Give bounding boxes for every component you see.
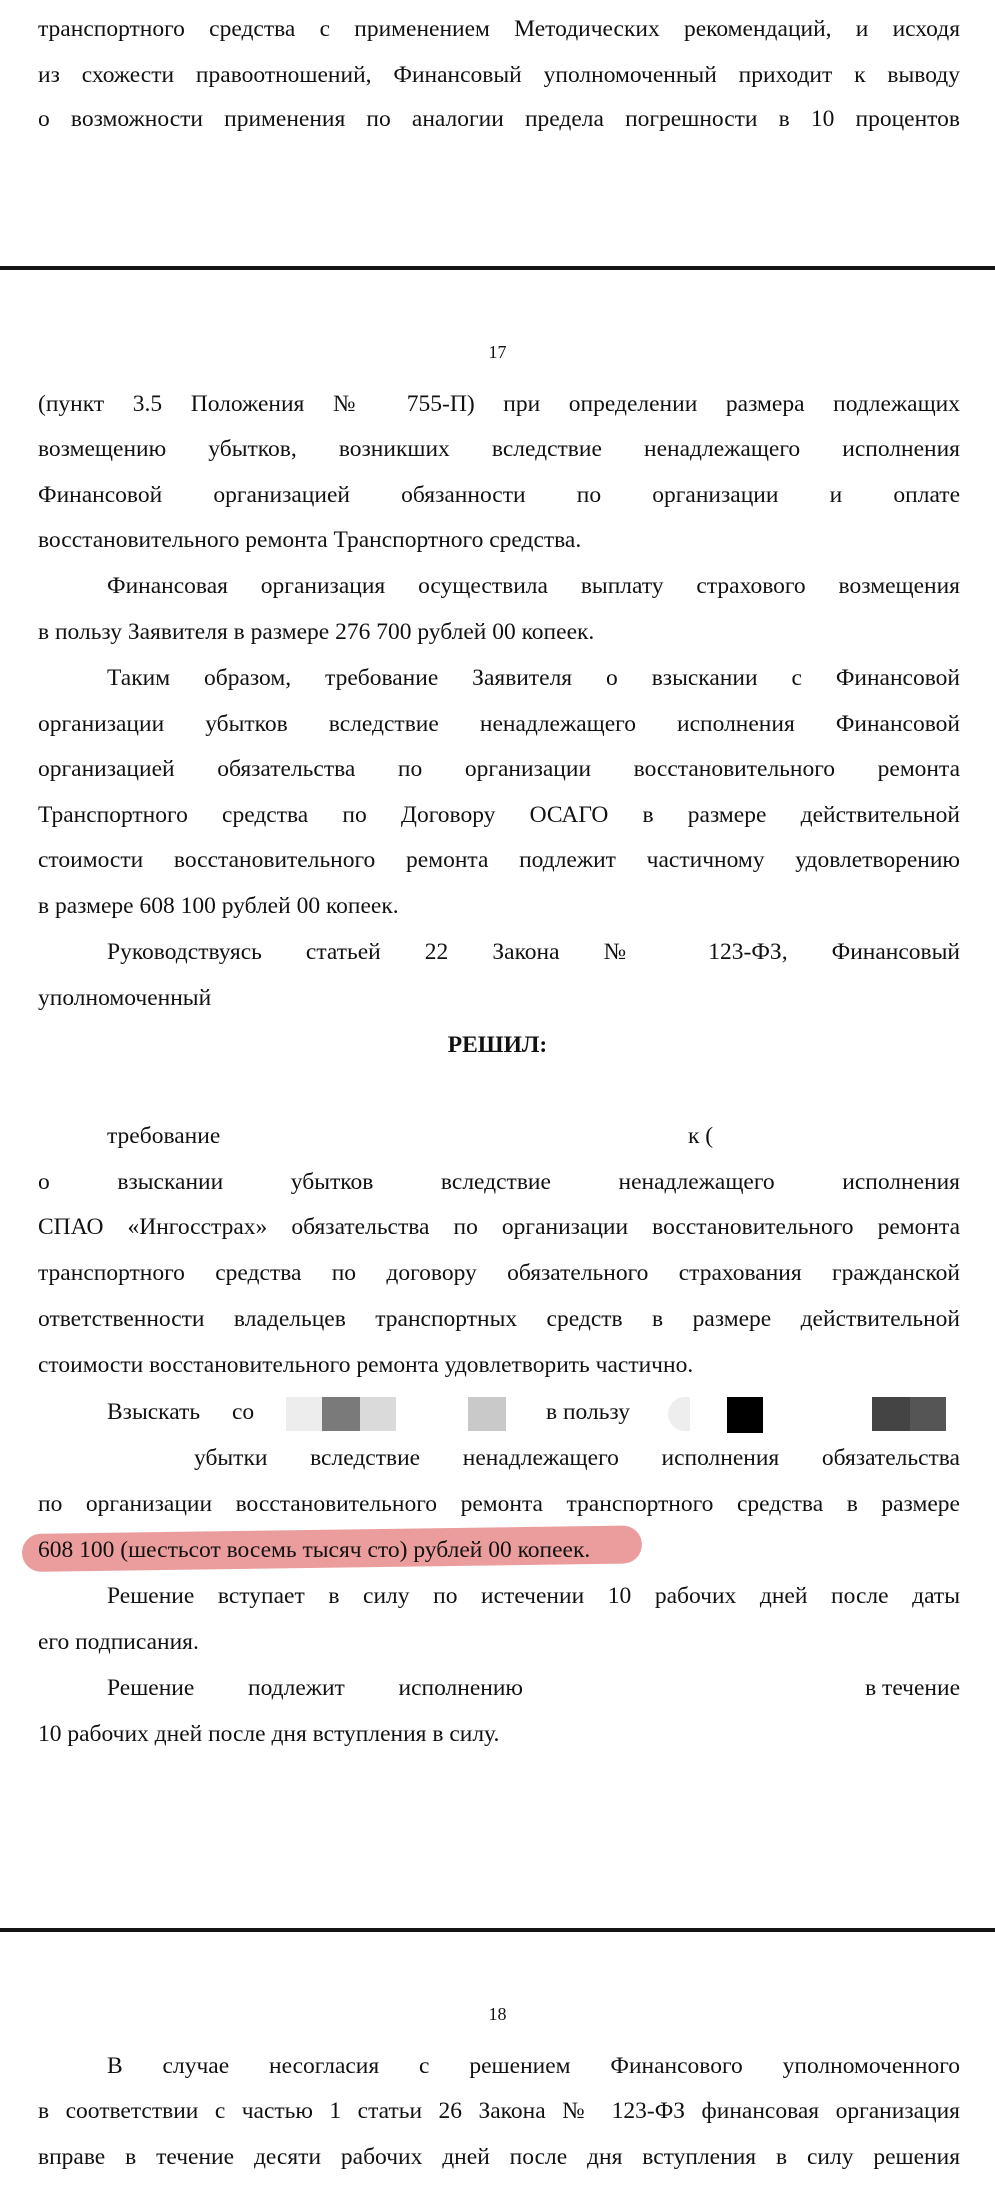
decision-heading: РЕШИЛ: (447, 1032, 548, 1058)
text-line: транспортного средства по договору обязательного страхования гражданской (38, 1260, 960, 1286)
text-line: транспортного средства с применением Методических рекомендаций, и исходя (38, 16, 960, 42)
text-line: Транспортного средства по Договору ОСАГО в размере действительной (38, 802, 960, 828)
text-line: о взыскании убытков вследствие ненадлежащего исполнения (38, 1169, 960, 1195)
text-line: восстановительного ремонта Транспортного средства. (38, 527, 582, 553)
text-line: со (232, 1399, 255, 1425)
text-line: требование (107, 1123, 221, 1149)
text-line: организацией обязательства по организации восстановительного ремонта (38, 756, 960, 782)
text-line: по организации восстановительного ремонта транспортного средства в размере (38, 1491, 960, 1517)
redaction-block (872, 1397, 910, 1431)
text-line: Таким образом, требование Заявителя о взыскании с Финансовой (107, 665, 960, 691)
text-line: возмещению убытков, возникших вследствие ненадлежащего исполнения (38, 436, 960, 462)
awarded-amount: 608 100 (шестьсот восемь тысяч сто) рублей 00 копеек. (38, 1537, 591, 1563)
redaction-block (322, 1397, 360, 1431)
text-line: в размере 608 100 рублей 00 копеек. (38, 893, 399, 919)
text-line: В случае несогласия с решением Финансового уполномоченного (107, 2053, 960, 2079)
text-line: убытки вследствие ненадлежащего исполнения обязательства (194, 1445, 960, 1471)
redaction-block (727, 1397, 763, 1433)
page-divider (0, 1928, 995, 1932)
text-line: 10 рабочих дней после дня вступления в силу. (38, 1721, 500, 1747)
text-line: ответственности владельцев транспортных средств в размере действительной (38, 1306, 960, 1332)
redaction-block (286, 1397, 322, 1431)
text-line: стоимости восстановительного ремонта удовлетворить частично. (38, 1352, 694, 1378)
redaction-block (468, 1397, 506, 1431)
text-line: Руководствуясь статьей 22 Закона № 123-ФЗ, Финансовый (107, 939, 960, 965)
text-line: в пользу (546, 1399, 630, 1425)
text-line: в пользу Заявителя в размере 276 700 рублей 00 копеек. (38, 619, 595, 645)
text-line: уполномоченный (38, 985, 212, 1011)
text-line: стоимости восстановительного ремонта подлежит частичному удовлетворению (38, 847, 960, 873)
text-line: вправе в течение десяти рабочих дней после дня вступления в силу решения (38, 2144, 960, 2170)
text-line: о возможности применения по аналогии предела погрешности в 10 процентов (38, 106, 960, 132)
text-line: его подписания. (38, 1629, 199, 1655)
text-line: СПАО «Ингосстрах» обязательства по организации восстановительного ремонта (38, 1214, 960, 1240)
text-line: (пункт 3.5 Положения № 755-П) при определении размера подлежащих (38, 391, 960, 417)
text-line: Взыскать (107, 1399, 201, 1425)
text-line: Решение подлежит исполнению (107, 1675, 523, 1701)
text-line: в течение (865, 1675, 960, 1701)
page-number: 17 (488, 342, 507, 362)
text-line: к ( (688, 1123, 714, 1149)
text-line: в соответствии с частью 1 статьи 26 Закона № 123-ФЗ финансовая организация (38, 2098, 960, 2124)
text-line: Финансовая организация осуществила выплату страхового возмещения (107, 573, 960, 599)
page-number: 18 (488, 2004, 507, 2024)
text-line: организации убытков вследствие ненадлежащего исполнения Финансовой (38, 711, 960, 737)
text-line: Решение вступает в силу по истечении 10 рабочих дней после даты (107, 1583, 960, 1609)
text-line: из схожести правоотношений, Финансовый уполномоченный приходит к выводу (38, 62, 960, 88)
page-divider (0, 266, 995, 270)
redaction-block (910, 1397, 946, 1431)
redaction-block (668, 1397, 690, 1431)
redaction-block (360, 1397, 396, 1431)
text-line: Финансовой организацией обязанности по организации и оплате (38, 482, 960, 508)
